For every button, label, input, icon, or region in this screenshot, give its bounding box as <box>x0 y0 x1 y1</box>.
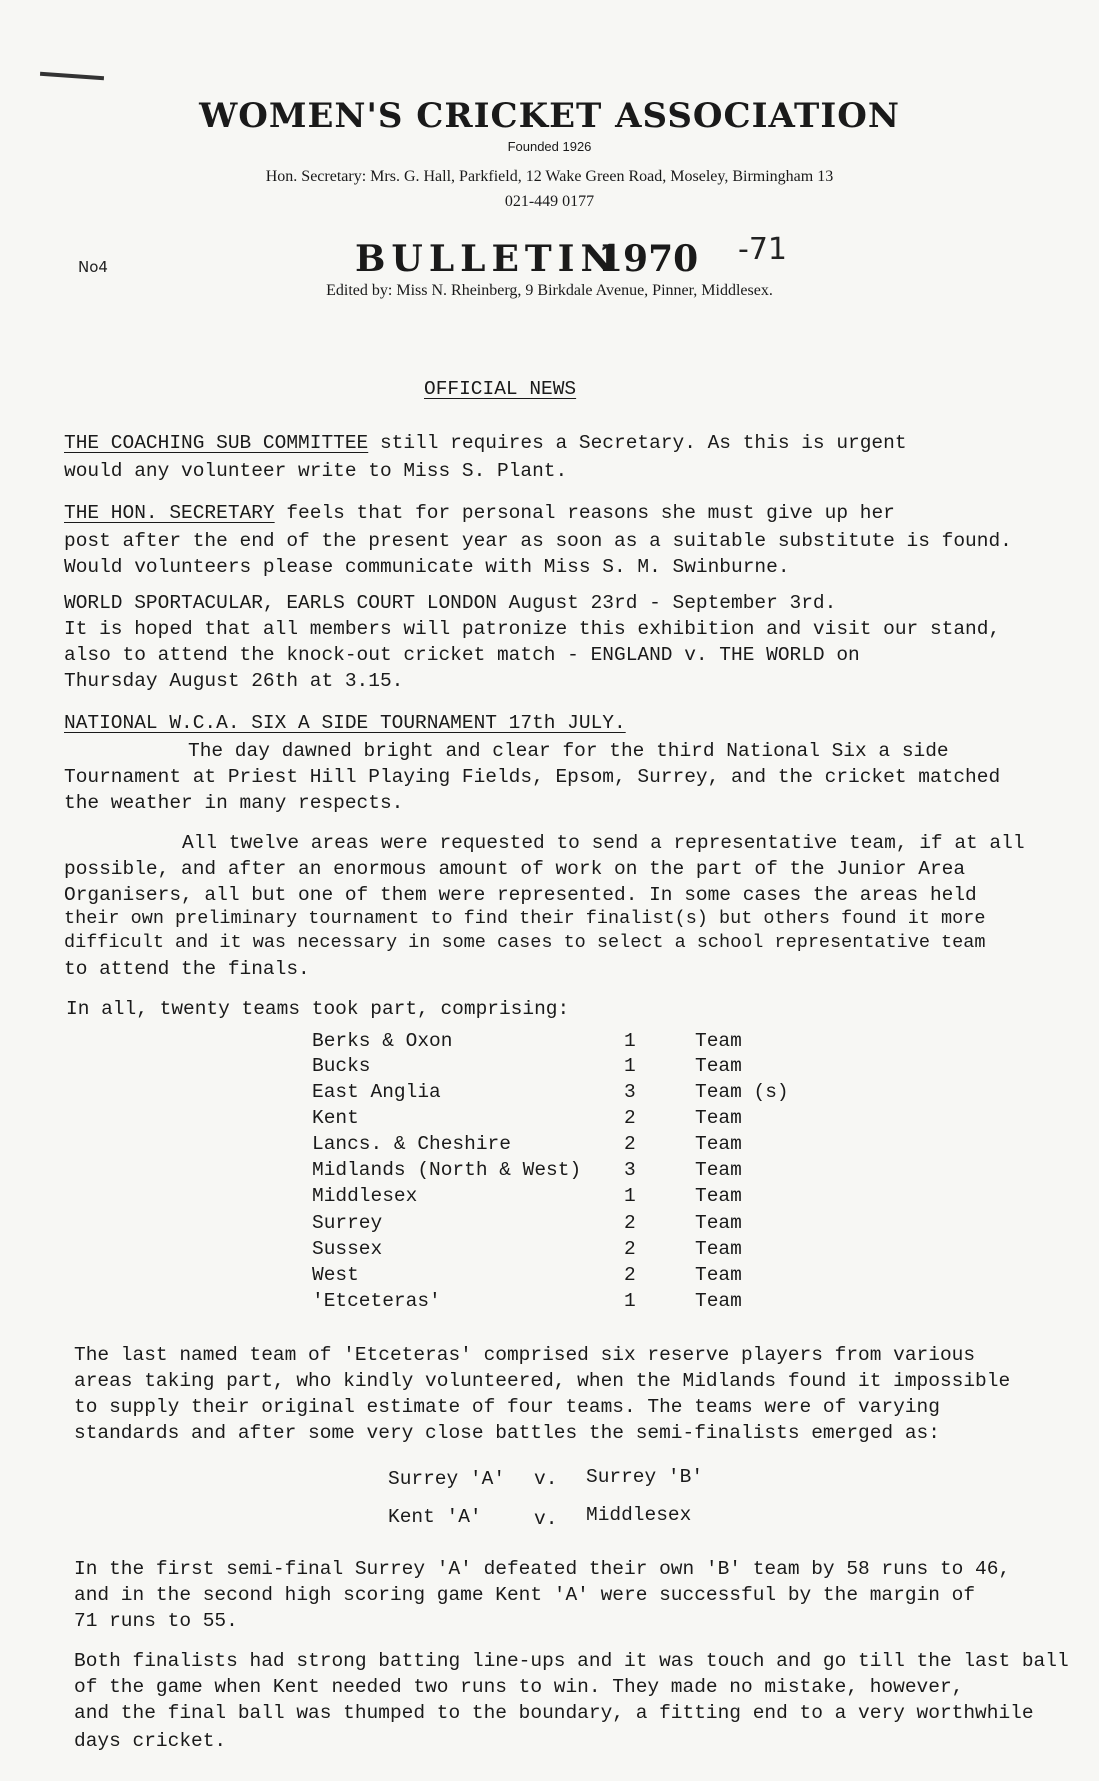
semi-final-2-vs: v. <box>534 1508 558 1530</box>
tournament-p1-line: the weather in many respects. <box>64 792 404 814</box>
tournament-p2-line: possible, and after an enormous amount of work on the part of the Junior Area <box>64 858 966 880</box>
hon-secretary-line-3: Would volunteers please communicate with Miss S. M. Swinburne. <box>64 556 790 578</box>
sportacular-line-1: WORLD SPORTACULAR, EARLS COURT LONDON August 23rd - September 3rd. <box>64 592 837 614</box>
tournament-p4-line: and in the second high scoring game Kent 'A' were successful by the margin of <box>74 1584 976 1606</box>
semi-final-1-away: Surrey 'B' <box>586 1466 704 1488</box>
coaching-paragraph-line-1: THE COACHING SUB COMMITTEE still requires a Secretary. As this is urgent <box>64 432 907 454</box>
tournament-p2-line: their own preliminary tournament to find their finalist(s) but others found it more <box>64 908 986 929</box>
tournament-p2-line: All twelve areas were requested to send a representative team, if at all <box>182 832 1025 854</box>
semi-final-1-home: Surrey 'A' <box>388 1468 506 1490</box>
semi-final-1-vs: v. <box>534 1468 558 1490</box>
hon-secretary-line-2: post after the end of the present year as soon as a suitable substitute is found. <box>64 530 1012 552</box>
tournament-p2-line: difficult and it was necessary in some cases to select a school representative team <box>64 932 986 953</box>
secretary-address: Hon. Secretary: Mrs. G. Hall, Parkfield, 12 Wake Green Road, Moseley, Birmingham 13 <box>265 168 834 185</box>
teams-intro: In all, twenty teams took part, comprising: <box>66 998 570 1020</box>
phone-number: 021-449 0177 <box>504 193 595 210</box>
tournament-p3-line: areas taking part, who kindly volunteered, when the Midlands found it impossible <box>74 1370 1011 1392</box>
tournament-p5-line: days cricket. <box>74 1730 227 1752</box>
semi-final-2-away: Middlesex <box>586 1504 692 1526</box>
tournament-p4-line: 71 runs to 55. <box>74 1610 238 1632</box>
founded-line: Founded 1926 <box>507 139 592 154</box>
coaching-heading: THE COACHING SUB COMMITTEE <box>64 432 369 454</box>
year-suffix-handwritten: -71 <box>738 232 787 267</box>
editor-line: Edited by: Miss N. Rheinberg, 9 Birkdale Avenue, Pinner, Middlesex. <box>326 282 773 299</box>
tournament-p2-line: to attend the finals. <box>64 958 310 980</box>
tournament-p4-line: In the first semi-final Surrey 'A' defeated their own 'B' team by 58 runs to 46, <box>74 1558 1011 1580</box>
association-title: WOMEN'S CRICKET ASSOCIATION <box>199 96 900 136</box>
hon-secretary-heading: THE HON. SECRETARY <box>64 502 275 524</box>
tournament-heading: NATIONAL W.C.A. SIX A SIDE TOURNAMENT 17th JULY. <box>64 712 626 734</box>
tournament-p1-line: The day dawned bright and clear for the third National Six a side <box>188 740 949 762</box>
sportacular-line-4: Thursday August 26th at 3.15. <box>64 670 404 692</box>
tournament-p5-line: Both finalists had strong batting line-ups and it was touch and go till the last ball <box>74 1650 1069 1672</box>
margin-mark <box>40 72 104 80</box>
bulletin-year: 1970 <box>598 238 699 280</box>
issue-number-note: No4 <box>78 258 108 276</box>
semi-final-2-home: Kent 'A' <box>388 1506 482 1528</box>
tournament-p3-line: standards and after some very close battles the semi-finalists emerged as: <box>74 1422 940 1444</box>
sportacular-line-3: also to attend the knock-out cricket match - ENGLAND v. THE WORLD on <box>64 644 860 666</box>
tournament-p1-line: Tournament at Priest Hill Playing Fields, Epsom, Surrey, and the cricket matched <box>64 766 1001 788</box>
sportacular-line-2: It is hoped that all members will patronize this exhibition and visit our stand, <box>64 618 1001 640</box>
teams-table: Berks & Oxon 1 Team Bucks 1 Team East Anglia 3 Team (s) Kent 2 Team Lancs. & Cheshire 2 Team Midlands (North & West) 3 Team Middlesex 1 Team Surrey 2 Team Sussex 2 Team West 2 Team 'Etceteras' 1 Team <box>312 1030 789 1312</box>
section-heading: OFFICIAL NEWS <box>424 378 577 400</box>
coaching-paragraph-line-2: would any volunteer write to Miss S. Plant. <box>64 460 568 482</box>
hon-secretary-line-1: THE HON. SECRETARY feels that for personal reasons she must give up her <box>64 502 895 524</box>
tournament-p2-line: Organisers, all but one of them were represented. In some cases the areas held <box>64 884 977 906</box>
bulletin-title: BULLETIN <box>355 238 620 280</box>
tournament-p5-line: and the final ball was thumped to the boundary, a fitting end to a very worthwhile <box>74 1702 1034 1724</box>
tournament-p5-line: of the game when Kent needed two runs to win. They made no mistake, however, <box>74 1676 964 1698</box>
tournament-p3-line: The last named team of 'Etceteras' comprised six reserve players from various <box>74 1344 976 1366</box>
tournament-p3-line: to supply their original estimate of four teams. The teams were of varying <box>74 1396 940 1418</box>
